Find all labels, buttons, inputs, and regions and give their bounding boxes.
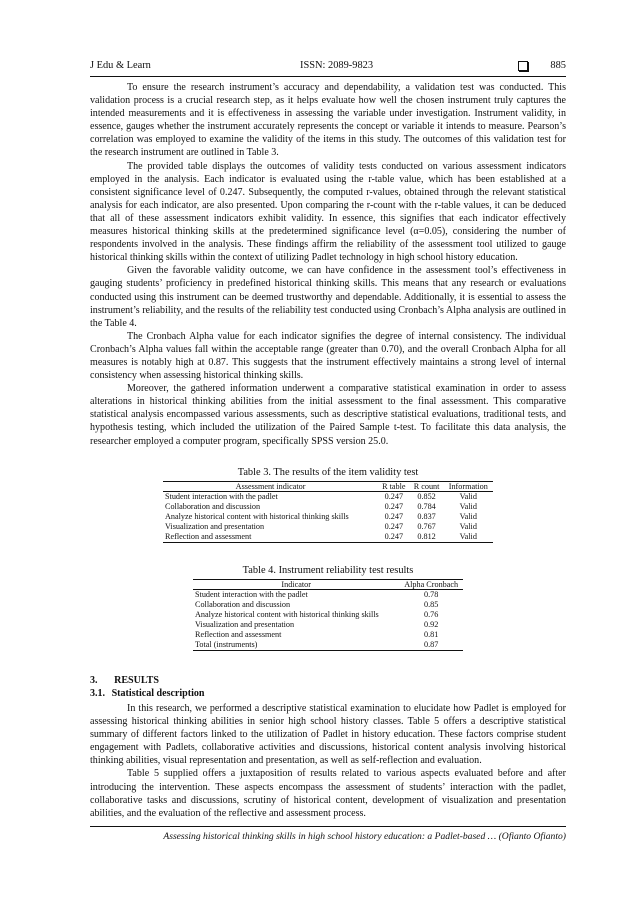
table-row [163,502,493,512]
table-cell: 0.837 [417,512,436,521]
table-row [193,610,463,620]
table-cell: 0.247 [384,502,404,511]
column-header: Assessment indicator [163,482,378,492]
table-cell: 0.767 [417,522,436,531]
table-cell: 0.76 [424,610,439,619]
table-row [163,522,493,532]
table-header-row [193,580,463,590]
table-row [193,630,463,640]
column-header: Information [444,482,493,492]
table3-caption: Table 3. The results of the item validity test [237,467,419,478]
table-cell: Reflection and assessment [195,630,282,639]
running-footer: Assessing historical thinking skills in high school history education: a Padlet-based … (Ofianto Ofianto) [90,826,566,842]
table-cell: Valid [444,532,493,543]
table-cell: Collaboration and discussion [165,502,261,511]
table-cell: 0.247 [384,512,404,521]
table-cell: 0.247 [384,492,404,501]
table-row [163,512,493,522]
subsection-heading [90,688,205,699]
table-cell: Valid [459,522,477,531]
table-cell: Total (instruments) [193,640,399,651]
paragraph: Moreover, the gathered information underwent a comparative statistical examination in order to assess alterations in historical thinking abilities from the initial assessment to the final assessment. This comparative statistical analysis encompassed various assessments, such as descriptive statistical evaluations, traditional tests, and hypothesis testing, which included the utilization of the Paired Sample t-test. To facilitate this data analysis, the researcher employed a computer program, specifically SPSS version 25.0. [90,383,566,447]
column-header: R table [378,482,409,492]
section-title: RESULTS [114,675,159,686]
table-cell: Valid [459,512,477,521]
running-header [90,58,566,77]
table-cell: 0.78 [424,590,439,599]
paragraph: Given the favorable validity outcome, we can have confidence in the assessment tool’s effectiveness in gauging students’ proficiency in predefined historical thinking skills. This means that any research or evaluations conducted using this instrument can be deemed trustworthy and dependable. Additionally, it is essential to assess the instrument’s reliability, and the results of the reliability test conducted using Cronbach’s Alpha analysis are outlined in the Table 4. [90,265,566,329]
paragraph: Table 5 supplied offers a juxtaposition of results related to various aspects evaluated before and after introducing the intervention. These aspects encompass the assessment of students’ interaction with the padlet, collaborative tasks and discussions, scrutiny of historical content, development of visualization and presentation abilities, and the evaluation of the reflective and assessment process. [90,768,566,819]
table4-caption: Table 4. Instrument reliability test results [242,565,414,576]
table-cell: Analyze historical content with historical thinking skills [195,610,379,619]
table-row [163,492,493,503]
table-cell: Student interaction with the padlet [195,590,308,599]
journal-name: J Edu & Learn [90,60,151,71]
table-cell: Student interaction with the padlet [165,492,278,501]
column-header: Alpha Cronbach [399,580,463,590]
body-text-bottom [90,702,566,820]
table-cell: Valid [459,502,477,511]
table-cell: 0.81 [424,630,439,639]
issn: ISSN: 2089-9823 [300,60,374,71]
table-cell: Collaboration and discussion [195,600,291,609]
table-cell: 0.247 [384,522,404,531]
table4 [193,579,463,651]
table-cell: Analyze historical content with historical thinking skills [165,512,349,521]
table-cell: 0.812 [410,532,444,543]
section-heading [90,675,159,686]
table-header-row [163,482,493,492]
paragraph: To ensure the research instrument’s accuracy and dependability, a validation test was conducted. This validation process is a crucial research step, as it helps evaluate how well the chosen instrument truly captures the intended measurements and it is effectiveness in assessing the variable under investigation. Instrument validity, in essence, gauges whether the instrument accurately represents the concept or variable it intends to measure. Pearson’s correlation was employed to examine the validity of the items in this study. The outcomes of this validation test for the research instrument are outlined in Table 3. [90,82,566,159]
table-cell: 0.247 [378,532,409,543]
paragraph: In this research, we performed a descriptive statistical examination to elucidate how Padlet is employed for assessing historical thinking abilities in senior high school history classes. Table 5 offers a descriptive statistical summary of different factors linked to the utilization of Padlet in history education. These factors comprise student engagement with Padlets, collaborative activities and discussions, historical content analysis involving historical thinking abilities, visual representation and presentation, as well as self-reflection and evaluation. [90,703,566,767]
table-cell: 0.92 [424,620,439,629]
table-row [193,600,463,610]
subsection-title: Statistical description [111,688,205,699]
paragraph: The Cronbach Alpha value for each indicator signifies the degree of internal consistency. The individual Cronbach’s Alpha values fall within the acceptable range (greater than 0.70), and the overall Cronbach Alpha for all measures is notably high at 0.87. This suggests that the instrument effectively maintains a strong level of internal consistency when assessing historical thinking skills. [90,330,566,382]
table-cell: 0.784 [417,502,436,511]
paragraph: The provided table displays the outcomes of validity tests conducted on various assessment indicators employed in the analysis. Each indicator is evaluated using the r-table value, which has been established at a consistent significance level of 0.247. Subsequently, the computed r-values, obtained through the relevant statistical analysis for each indicator, are also presented. Upon comparing the r-count with the r-table values, it can be deduced that all of these assessment indicators exhibit validity. In essence, this signifies that each indicator effectively measures historical thinking skills at the predetermined significance level (α=0.05), considering the number of respondents involved in the analysis. These findings affirm the reliability of the assessment tool utilized to gauge historical thinking skills within the context of utilizing Padlet technology in high school history education. [90,160,566,264]
table-cell: Visualization and presentation [165,522,265,531]
checkbox-icon [518,61,528,71]
table-cell: 0.87 [399,640,463,651]
table-row [163,532,493,543]
table3 [163,481,493,543]
section-number: 3. [90,675,98,686]
table-cell: 0.85 [424,600,439,609]
table-row [193,620,463,630]
column-header: Indicator [193,580,399,590]
page-number: 885 [550,60,566,71]
table-row [193,590,463,601]
table-cell: 0.852 [417,492,436,501]
body-text-top [90,81,566,448]
table-cell: Visualization and presentation [195,620,295,629]
table-row [193,640,463,651]
table-cell: Valid [459,492,477,501]
subsection-number: 3.1. [90,688,106,699]
table-cell: Reflection and assessment [163,532,378,543]
column-header: R count [410,482,444,492]
